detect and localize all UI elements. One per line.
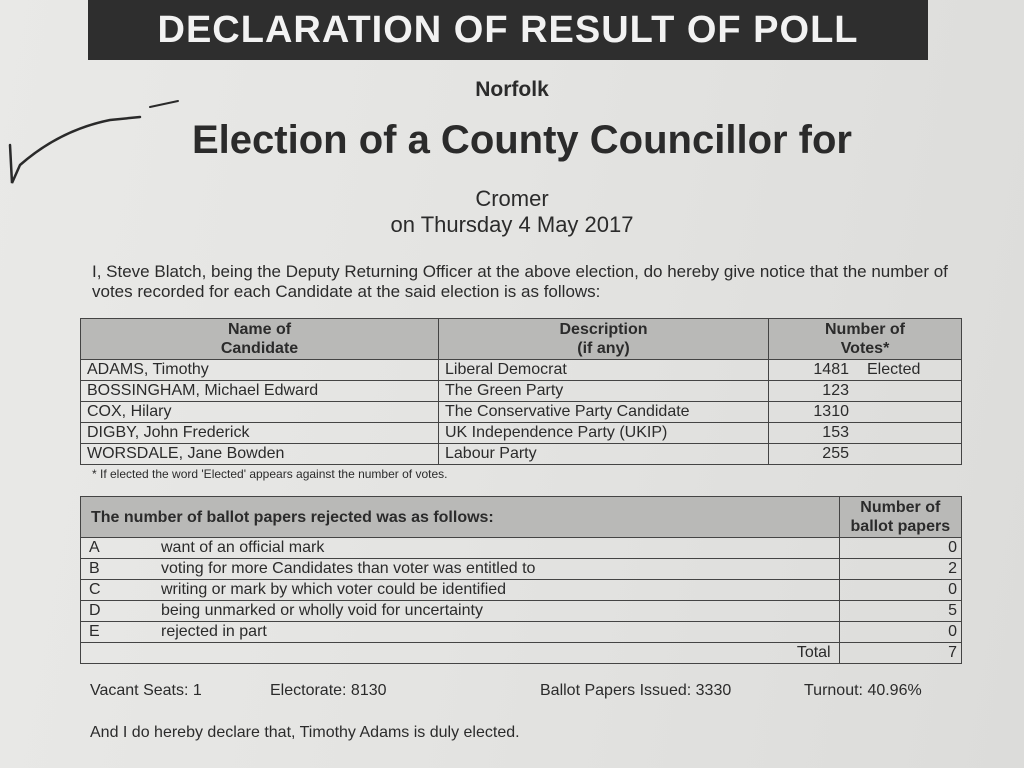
rejection-row [81, 580, 962, 601]
candidate-name: ADAMS, Timothy [81, 360, 439, 381]
candidate-row [81, 444, 962, 465]
rejected-header: The number of ballot papers rejected was as follows: [81, 497, 840, 538]
candidate-row [81, 360, 962, 381]
total-count: 7 [839, 643, 961, 664]
notice-text: I, Steve Blatch, being the Deputy Returning Officer at the above election, do hereby give notice that the number of votes recorded for each Candidate at the said election is as follows: [92, 262, 948, 301]
candidate-name: WORSDALE, Jane Bowden [81, 444, 439, 465]
total-label: Total [145, 643, 839, 664]
county-name: Norfolk [475, 78, 549, 101]
rejection-row [81, 622, 962, 643]
rejection-reason: writing or mark by which voter could be identified [145, 580, 839, 601]
candidate-votes-cell [769, 360, 962, 381]
candidate-row [81, 381, 962, 402]
rejected-ballots-table [80, 496, 962, 664]
candidate-row [81, 423, 962, 444]
candidate-votes-cell [769, 423, 962, 444]
rejected-header-row [81, 497, 962, 538]
rejection-total-row [81, 643, 962, 664]
votes-header-line1: Number of [825, 321, 905, 338]
count-header-line1: Number of [860, 499, 941, 516]
ballot-papers-issued: Ballot Papers Issued: 3330 [540, 682, 732, 699]
rejection-count: 0 [839, 622, 961, 643]
candidate-name: COX, Hilary [81, 402, 439, 423]
election-title: Election of a County Councillor for [192, 118, 852, 162]
candidate-name: DIGBY, John Frederick [81, 423, 439, 444]
electorate: Electorate: 8130 [270, 682, 387, 699]
candidate-description: Labour Party [439, 444, 769, 465]
votes-header-line2: Votes* [840, 340, 890, 357]
count-header-line2: ballot papers [850, 518, 951, 535]
rejection-code: A [81, 538, 146, 559]
rejection-reason: want of an official mark [145, 538, 839, 559]
results-table [80, 318, 962, 465]
ward-name: Cromer [475, 186, 549, 211]
candidate-votes-cell [769, 444, 962, 465]
rejection-row [81, 538, 962, 559]
rejection-count: 0 [839, 538, 961, 559]
rejection-row [81, 601, 962, 622]
candidate-name: BOSSINGHAM, Michael Edward [81, 381, 439, 402]
results-header-row [81, 319, 962, 360]
elected-label: Elected [867, 361, 921, 378]
candidate-votes-cell [769, 381, 962, 402]
elected-footnote: * If elected the word 'Elected' appears against the number of votes. [92, 467, 448, 481]
candidate-votes: 255 [822, 445, 849, 462]
rejection-code: D [81, 601, 146, 622]
candidate-votes-cell [769, 402, 962, 423]
turnout: Turnout: 40.96% [804, 682, 922, 699]
description-column-header [439, 319, 769, 360]
declaration-statement: And I do hereby declare that, Timothy Adams is duly elected. [90, 724, 520, 741]
candidate-description: The Green Party [439, 381, 769, 402]
declaration-banner: DECLARATION OF RESULT OF POLL [88, 0, 928, 60]
vacant-seats: Vacant Seats: 1 [90, 682, 202, 699]
name-header-line2: Candidate [220, 340, 299, 357]
candidate-description: Liberal Democrat [439, 360, 769, 381]
ballot-count-header [839, 497, 961, 538]
candidate-votes: 123 [822, 382, 849, 399]
candidate-votes: 153 [822, 424, 849, 441]
rejection-count: 0 [839, 580, 961, 601]
name-header-line1: Name of [227, 321, 292, 338]
election-date: on Thursday 4 May 2017 [390, 212, 634, 237]
candidate-votes: 1481 [813, 361, 849, 378]
candidate-description: The Conservative Party Candidate [439, 402, 769, 423]
rejection-code: E [81, 622, 146, 643]
name-column-header [81, 319, 439, 360]
rejection-count: 5 [839, 601, 961, 622]
description-header-line2: (if any) [577, 340, 630, 357]
total-spacer [81, 643, 146, 664]
votes-column-header [769, 319, 962, 360]
description-header-line1: Description [559, 321, 648, 338]
rejection-count: 2 [839, 559, 961, 580]
candidate-description: UK Independence Party (UKIP) [439, 423, 769, 444]
rejection-code: C [81, 580, 146, 601]
rejection-reason: being unmarked or wholly void for uncertainty [145, 601, 839, 622]
candidate-votes: 1310 [813, 403, 849, 420]
candidate-row [81, 402, 962, 423]
rejection-row [81, 559, 962, 580]
rejection-reason: voting for more Candidates than voter was entitled to [145, 559, 839, 580]
rejection-code: B [81, 559, 146, 580]
rejection-reason: rejected in part [145, 622, 839, 643]
